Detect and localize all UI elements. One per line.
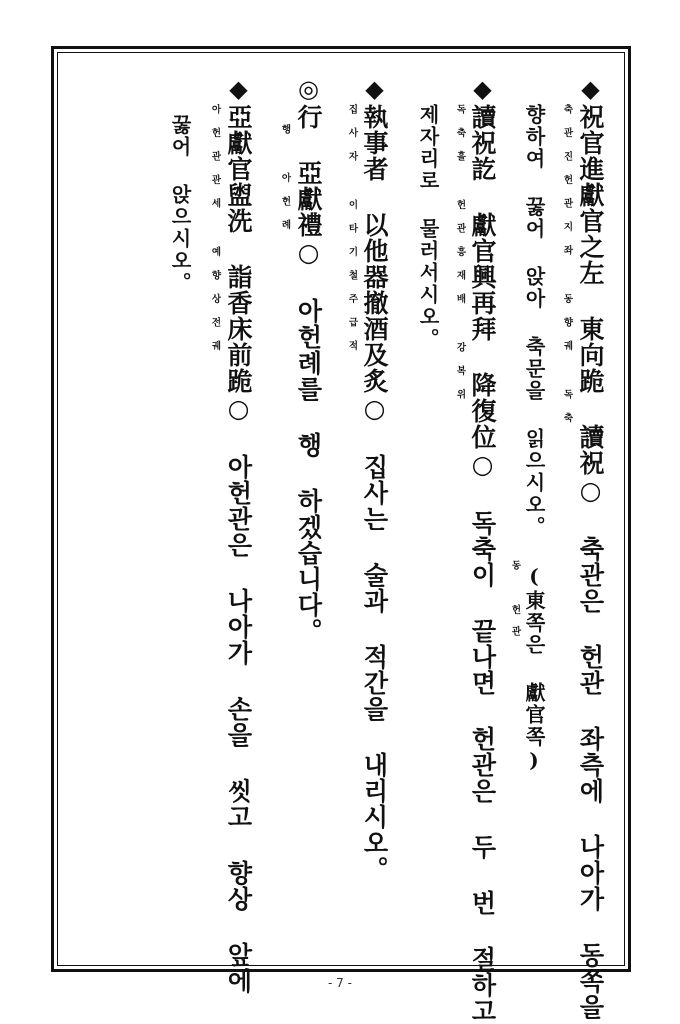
ritual-line-5-continuation: 꿇어 앉으시오。 [168,114,192,294]
ritual-line-2-continuation: 제자리로 물러서시오。 [416,104,440,350]
ritual-line-3-reading: 집사자 이타기철주급적 [346,104,358,364]
ritual-line-1-continuation: 향하여 꿇어 앉아 축문을 읽으시오。 (東쪽은 獻官쪽) [522,104,546,774]
ritual-line-1-text: 祝官進獻官之左 東向跪 讀祝○ 축관은 헌관 좌측에 나아가 동쪽을 [576,104,605,1020]
ritual-line-2 [470,74,495,1024]
ritual-line-3 [362,74,387,882]
ritual-line-5 [226,74,251,994]
ritual-line-4-text: 行 亞獻禮○ 아헌례를 행 하겠습니다。 [294,104,323,644]
page-number: - 7 - [328,976,352,990]
ritual-line-4 [296,74,321,644]
ritual-line-1-reading: 축관진헌관지좌 동향궤 독축 [561,104,573,436]
ritual-line-2-text: 讀祝訖 獻官興再拜 降復位○ 독축이 끝나면 헌관은 두 번 절하고 [468,104,497,1024]
diamond-bullet-icon: ◆ [224,74,253,104]
diamond-bullet-icon: ◆ [360,74,389,104]
ritual-line-5-text: 亞獻官盥洗 詣香床前跪○ 아헌관은 나아가 손을 씻고 향상 앞에 [224,104,253,994]
ritual-line-1-note-reading: 동 헌관 [509,560,521,648]
ritual-line-3-text: 執事者 以他器撤酒及炙○ 집사는 술과 적간을 내리시오。 [360,104,389,882]
ritual-line-4-reading: 행 아헌례 [279,124,291,243]
ritual-line-1 [578,74,603,1020]
diamond-bullet-icon: ◆ [468,74,497,104]
ritual-line-5-reading: 아헌관관세 예향상전궤 [209,104,221,364]
double-circle-bullet-icon: ◎ [294,74,323,104]
ritual-line-2-reading: 독축흘 헌관흥재배 강복위 [454,104,466,413]
diamond-bullet-icon: ◆ [576,74,605,104]
